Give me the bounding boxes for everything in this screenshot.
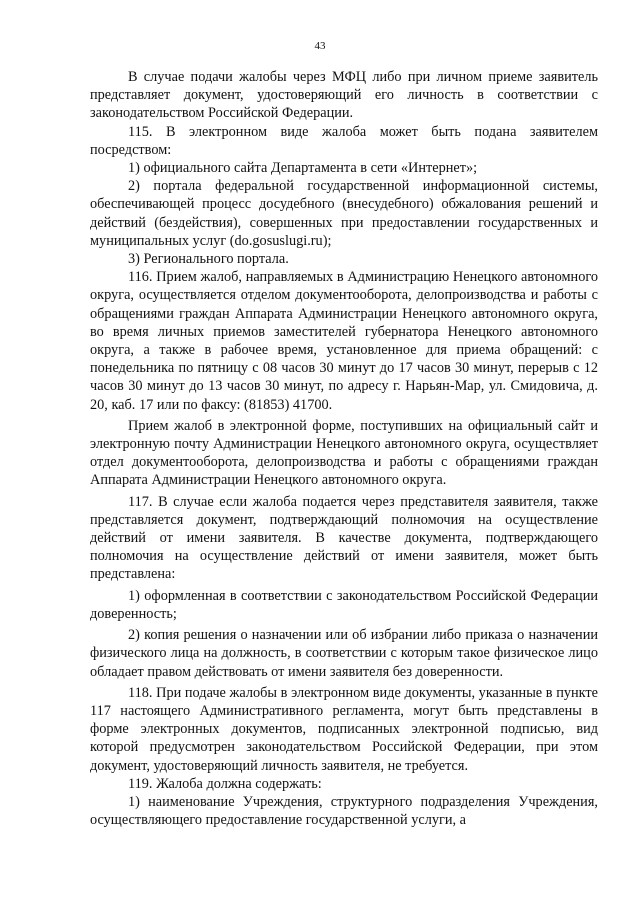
paragraph-116: 116. Прием жалоб, направляемых в Администрацию Ненецкого автономного округа, осуществляется отделом документооборота, делопроизводства и работы с обращениями граждан Аппарата Администрации Ненецкого автономного округа, во время личных приемов заместителей губернатора Ненецкого автономного округа, а также в рабочее время, установленное для приема обращений: с понедельника по пятницу с 08 часов 30 минут до 17 часов 30 минут, перерыв с 12 часов 30 минут до 13 часов 30 минут, по адресу г. Нарьян-Мар, ул. Смидовича, д. 20, каб. 17 или по факсу: (81853) 41700. bbox=[90, 269, 598, 413]
paragraph-119: 119. Жалоба должна содержать: bbox=[128, 775, 322, 792]
list-item-115-3: 3) Регионального портала. bbox=[128, 251, 289, 268]
paragraph-mfc-complaint: В случае подачи жалобы через МФЦ либо при личном приеме заявитель представляет документ, удостоверяющий его личность в соответствии с законодательством Российской Федерации. bbox=[90, 69, 598, 122]
paragraph-116-electronic: Прием жалоб в электронной форме, поступивших на официальный сайт и электронную почту Администрации Ненецкого автономного округа, осуществляет отдел документооборота, делопроизводства и работы с обращениями граждан Аппарата Администрации Ненецкого автономного округа. bbox=[90, 417, 598, 489]
list-item-119-1: 1) наименование Учреждения, структурного подразделения Учреждения, осуществляющего предоставление государственной услуги, а bbox=[90, 793, 598, 829]
paragraph-115: 115. В электронном виде жалоба может быть подана заявителем посредством: bbox=[90, 123, 598, 158]
paragraph-118: 118. При подаче жалобы в электронном виде документы, указанные в пункте 117 настоящего Административного регламента, могут быть представлены в форме электронных документов, подписанных электронной подписью, вид которой предусмотрен законодательством Российской Федерации, при этом документ, удостоверяющий личность заявителя, не требуется. bbox=[90, 684, 598, 774]
list-item-115-2: 2) портала федеральной государственной информационной системы, обеспечивающей процесс досудебного (внесудебного) обжалования решений и действий (бездействия), совершенных при предоставлении государственных и муниципальных услуг (do.gosuslugi.ru); bbox=[90, 178, 598, 249]
paragraph-117: 117. В случае если жалоба подается через представителя заявителя, также представляется документ, подтверждающий полномочия на осуществление действий от имени заявителя. В качестве документа, подтверждающего полномочия на осуществление действий от имени заявителя, может быть представлена: bbox=[90, 493, 598, 583]
list-item-117-2: 2) копия решения о назначении или об избрании либо приказа о назначении физического лица на должность, в соответствии с которым такое физическое лицо обладает правом действовать от имени заявителя без доверенности. bbox=[90, 627, 598, 680]
page-number: 43 bbox=[314, 40, 326, 52]
list-item-115-1: 1) официального сайта Департамента в сети «Интернет»; bbox=[128, 160, 478, 177]
list-item-117-1: 1) оформленная в соответствии с законодательством Российской Федерации доверенность; bbox=[90, 587, 598, 622]
document-body bbox=[90, 68, 598, 829]
